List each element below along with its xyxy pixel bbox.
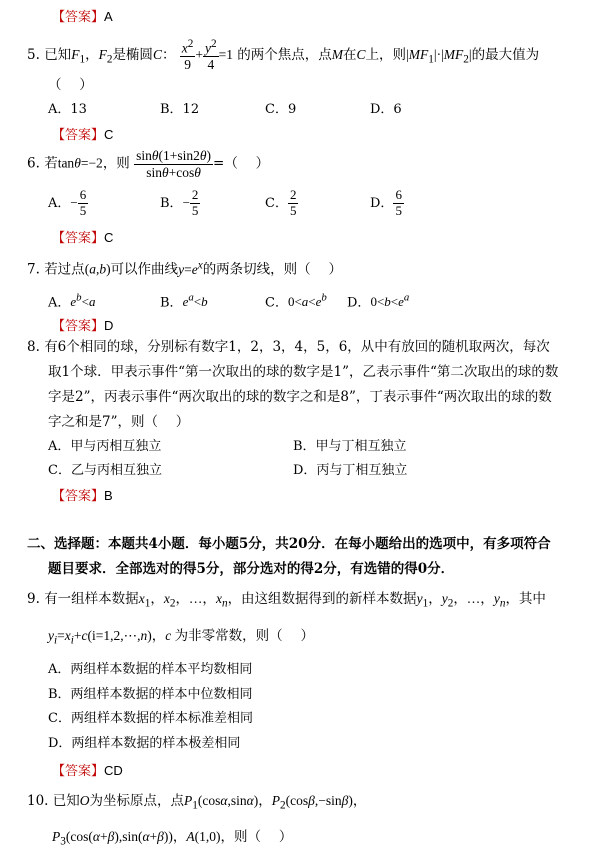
answer-label: 【答案】 <box>52 489 105 504</box>
q6-text-3: =（ ） <box>213 155 270 172</box>
answer-value: D <box>104 318 114 333</box>
q5-text-6: 的最大值为 <box>471 46 540 63</box>
q7-option-c: C．$0<a<e^b$ <box>265 292 327 311</box>
fraction-x2-9: $\frac{x^2}{9}$ <box>181 38 194 73</box>
answer-q8 <box>52 487 113 503</box>
q5-text-2: 是椭圆 <box>112 46 153 63</box>
q9-option-b: B．两组样本数据的样本中位数相同 <box>48 687 253 702</box>
answer-q9 <box>52 762 123 778</box>
q10-text-3: ， <box>258 793 272 809</box>
question-10-line-2: $P_3(\cos(\alpha+\beta),\sin(\alpha+\beta))$，A(1,0)，则（ ） <box>52 829 293 848</box>
answer-label: 【答案】 <box>52 231 105 246</box>
fraction-expression: $\frac{\sin\theta(1+\sin 2\theta)}{\sin\theta+\cos\theta}$ <box>136 148 212 180</box>
question-10: 10. 已知O为坐标原点，点$P_1(\cos\alpha,\sin\alpha)$，$P_2(\cos\beta,-\sin\beta)$， <box>27 793 367 812</box>
q5-paren: （ ） <box>48 77 93 93</box>
section-2-line-1: 二、选择题：本题共4小题．每小题5分，共20分．在每小题给出的选项中，有多项符合 <box>27 536 551 552</box>
q10-text-5: ，则（ ） <box>220 829 293 845</box>
question-8-line-2: 取1个球．甲表示事件“第一次取出的球的数字是1”，乙表示事件“第二次取出的球的数 <box>48 364 559 380</box>
question-9: 9. 有一组样本数据$x_1$，$x_2$，…，$x_n$，由这组数据得到的新样本数据$y_1$，$y_2$，…，$y_n$，其中 <box>27 591 546 610</box>
question-5: 5. 已知$F_1$，$F_2$是椭圆C： $\frac{x^2}{9}$ + $\frac{y^2}{4}$ =1 的两个焦点，点M在C上，则$|MF_1|\cdot|MF_2|$的最大值为 <box>27 38 540 73</box>
q5-text-3: 的两个焦点，点 <box>237 46 332 63</box>
question-number: 9. <box>27 591 40 607</box>
q6-option-c: C． $\frac{2}{5}$ <box>265 187 297 218</box>
question-number: 6. <box>27 155 40 172</box>
q10-text-2: 为坐标原点，点 <box>89 793 185 809</box>
q5-text-4: 在 <box>343 46 357 63</box>
q6-option-d: D． $\frac{6}{5}$ <box>370 187 402 218</box>
section-2-line-2: 题目要求．全部选对的得5分，部分选对的得2分，有选错的得0分． <box>48 561 455 577</box>
question-9-formula: $y_i=x_i+c(i=1,2,\cdots,n)$，c 为非零常数，则（ ） <box>48 628 314 647</box>
q7-option-b: B．$e^a<b$ <box>160 292 208 311</box>
q9-text-4: 为非零常数，则（ ） <box>174 628 314 644</box>
answer-value: A <box>104 9 113 24</box>
q8-option-a: A．甲与丙相互独立 <box>48 439 162 454</box>
q7-text-3: 的两条切线，则（ ） <box>202 261 342 278</box>
answer-value: B <box>104 488 113 503</box>
answer-label: 【答案】 <box>52 319 105 334</box>
q5-text-1: 已知 <box>44 46 72 63</box>
answer-value: CD <box>104 763 123 778</box>
q10-text-1: 已知 <box>52 793 80 809</box>
q5-option-d: D．6 <box>370 102 402 117</box>
q10-text-4: ， <box>172 829 187 845</box>
answer-q4 <box>52 8 113 24</box>
q8-option-d: D．丙与丁相互独立 <box>293 463 408 478</box>
answer-label: 【答案】 <box>52 128 105 143</box>
answer-value: C <box>104 127 114 142</box>
q7-text-1: 若过点 <box>44 261 85 278</box>
q5-text-5: 上，则 <box>365 46 407 63</box>
question-7: 7. 若过点(a,b)可以作曲线$y=e^x$的两条切线，则（ ） <box>27 259 342 278</box>
q5-option-b: B．12 <box>160 102 200 117</box>
answer-q5 <box>52 126 113 142</box>
question-number: 8. <box>27 339 40 355</box>
question-number: 5. <box>27 46 40 63</box>
q7-text-2: 可以作曲线 <box>110 261 179 278</box>
answer-label: 【答案】 <box>52 10 105 25</box>
question-number: 10. <box>27 793 49 809</box>
q9-option-c: C．两组样本数据的样本标准差相同 <box>48 711 253 726</box>
fraction-y2-4: $\frac{y^2}{4}$ <box>205 38 217 73</box>
q9-text-3: ，其中 <box>505 591 546 607</box>
answer-q7 <box>52 317 113 333</box>
q6-text-2: ，则 <box>102 155 130 172</box>
q6-text-1: 若 <box>44 155 58 172</box>
question-8-line-3: 字是2”，丙表示事件“两次取出的球的数字之和是8”，丁表示事件“两次取出的球的数 <box>48 389 552 405</box>
q9-text-1: 有一组样本数据 <box>44 591 139 607</box>
q7-option-a: A．$e^b<a$ <box>48 292 96 311</box>
question-8-line-1: 8. 有6个相同的球，分别标有数字1，2，3，4，5，6，从中有放回的随机取两次，每次 <box>27 339 550 355</box>
question-6: 6. 若tanθ=−2，则 $\frac{\sin\theta(1+\sin 2\theta)}{\sin\theta+\cos\theta}$ =（ ） <box>27 148 270 180</box>
q8-option-b: B．甲与丁相互独立 <box>293 439 407 454</box>
question-number: 7. <box>27 261 40 278</box>
q6-option-b: B．− $\frac{2}{5}$ <box>160 187 199 218</box>
question-8-line-4: 字之和是7”，则（ ） <box>48 414 190 430</box>
answer-q6 <box>52 229 113 245</box>
answer-value: C <box>104 230 114 245</box>
answer-label: 【答案】 <box>52 764 105 779</box>
q9-text-2: ，由这组数据得到的新样本数据 <box>227 591 417 607</box>
q5-option-a: A．13 <box>48 102 87 117</box>
q9-option-a: A．两组样本数据的样本平均数相同 <box>48 662 253 677</box>
q7-option-d: D．$0<b<e^a$ <box>347 292 410 311</box>
q9-option-d: D．两组样本数据的样本极差相同 <box>48 736 241 751</box>
q6-option-a: A．− $\frac{6}{5}$ <box>48 187 87 218</box>
q8-option-c: C．乙与丙相互独立 <box>48 463 162 478</box>
q5-option-c: C．9 <box>265 102 297 117</box>
